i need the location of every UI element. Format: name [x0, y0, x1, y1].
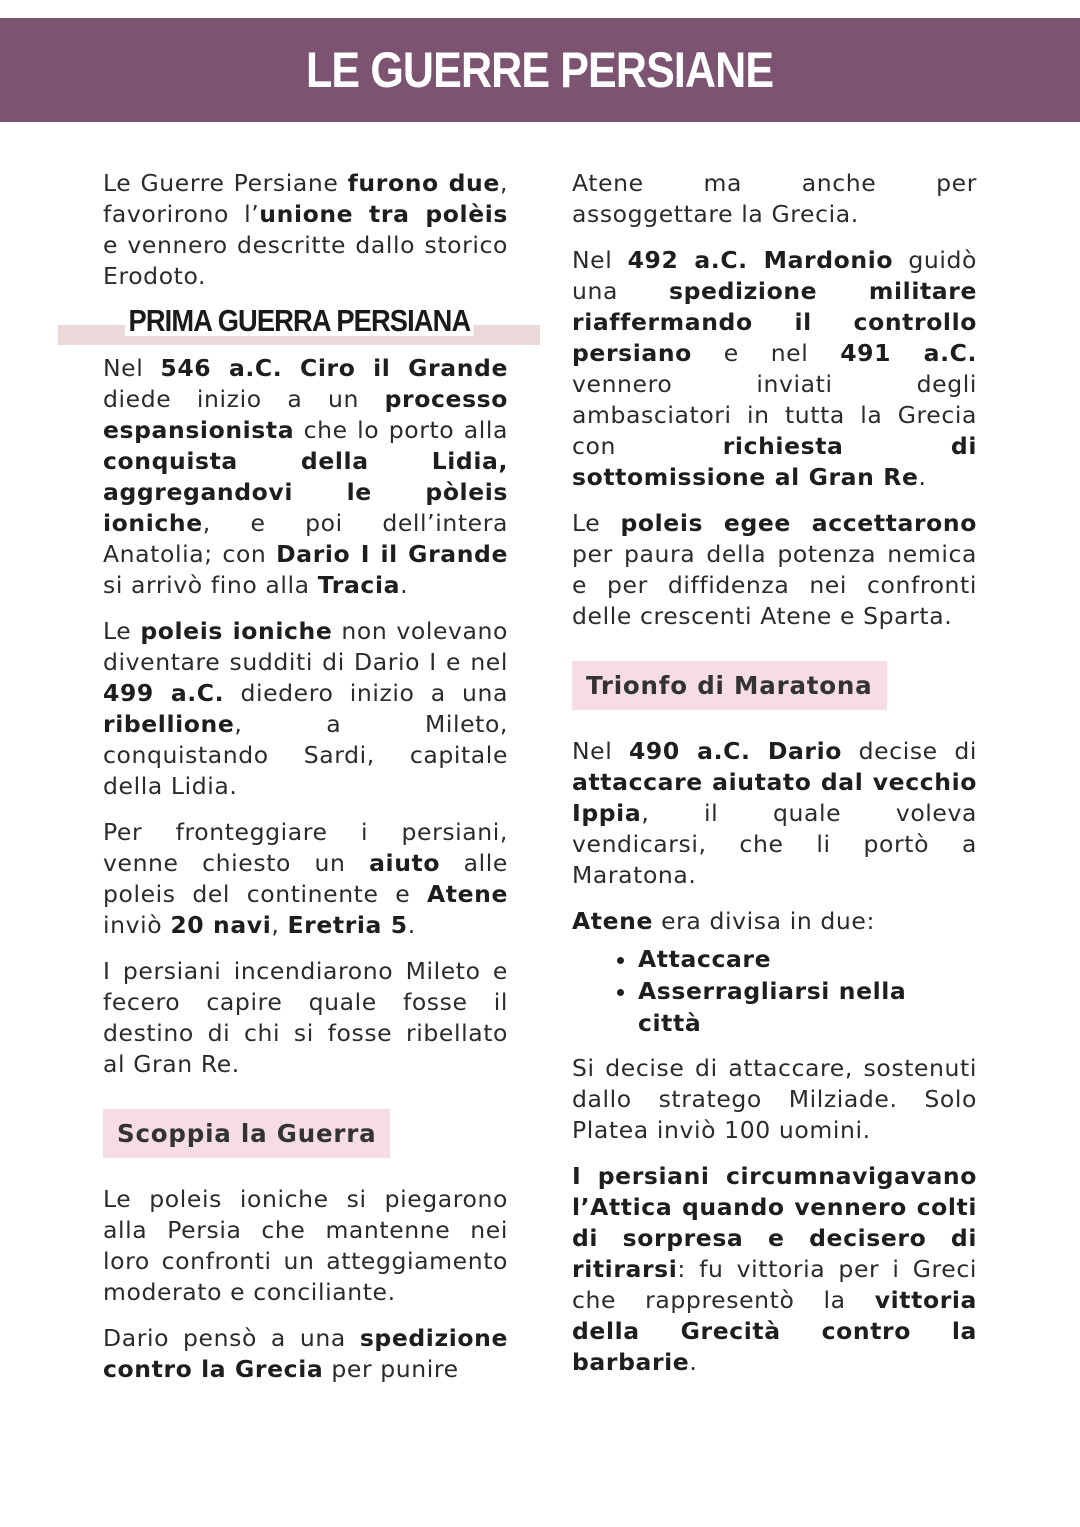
bold-text: aiuto	[369, 849, 441, 877]
text-run: , il quale voleva vendicarsi, che li portò a Maratona.	[572, 799, 977, 889]
text-run: Nel	[572, 737, 629, 765]
bold-text: 491 a.C.	[840, 339, 977, 367]
bold-text: furono due	[347, 169, 500, 197]
bold-text: 490 a.C. Dario	[628, 737, 842, 765]
text-run: si arrivò fino alla	[103, 571, 318, 599]
bold-text: 20 navi	[170, 911, 272, 939]
right-column	[572, 168, 977, 1393]
bold-text: processo espansionista	[103, 385, 508, 444]
bullet-list	[572, 943, 977, 1039]
text-run: Le	[572, 509, 621, 537]
intro-paragraph	[103, 168, 508, 292]
text-run: non volevano diventare sudditi di Dario I e nel	[103, 617, 508, 676]
bold-text: vittoria della Grecità contro la barbarie	[572, 1286, 977, 1376]
bullet-item: • Asserragliarsi nella città	[638, 975, 977, 1039]
bold-text: I persiani circumnavigavano l’Attica quando vennero colti di sorpresa e decisero di ritirarsi	[572, 1162, 977, 1283]
bold-text: 499 a.C.	[103, 679, 225, 707]
text-run: : fu vittoria per i Greci che rappresentò la	[572, 1255, 977, 1314]
paragraph-poleis-piegarono	[103, 1184, 508, 1308]
subheading-trionfo-di-maratona: Trionfo di Maratona	[572, 661, 887, 710]
text-run: era divisa in due:	[653, 907, 875, 935]
text-run: guidò una	[572, 246, 977, 305]
text-run: .	[918, 463, 927, 491]
text-run: Nel	[103, 354, 161, 382]
text-run: Si decise di attaccare, sostenuti dallo stratego Milziade. Solo Platea inviò 100 uomini.	[572, 1054, 977, 1144]
bold-text: spedizione militare riaffermando il controllo persiano	[572, 277, 977, 367]
subheading-scoppia-la-guerra: Scoppia la Guerra	[103, 1109, 390, 1158]
text-run: .	[400, 571, 409, 599]
text-run: Le poleis ioniche si piegarono alla Persia che mantenne nei loro confronti un atteggiamento moderato e conciliante.	[103, 1185, 508, 1306]
paragraph-continuation	[572, 168, 977, 230]
bold-text: Dario I il Grande	[276, 540, 509, 568]
text-run: Nel	[572, 246, 628, 274]
bullet-item: • Attaccare	[638, 943, 977, 975]
bold-text: Eretria 5	[287, 911, 408, 939]
text-run: ,	[271, 911, 288, 939]
bold-text: spedizione contro la Grecia	[103, 1324, 508, 1383]
paragraph-490	[572, 736, 977, 891]
text-run: I persiani incendiarono Mileto e fecero capire quale fosse il destino di chi si fosse ribellato al Gran Re.	[103, 957, 508, 1078]
text-run: Per fronteggiare i persiani, venne chiesto un	[103, 818, 508, 877]
bold-text: attaccare aiutato dal vecchio Ippia	[572, 768, 977, 827]
text-run: , favorirono l’	[103, 169, 509, 228]
bold-text: poleis egee accettarono	[620, 509, 977, 537]
text-run: che lo porto alla	[294, 416, 508, 444]
section-heading-text: PRIMA GUERRA PERSIANA	[125, 305, 474, 336]
paragraph-atene-divisa	[572, 906, 977, 937]
paragraph-aiuto	[103, 817, 508, 941]
text-run: Le	[103, 617, 141, 645]
text-run: decise di	[842, 737, 977, 765]
paragraph-spedizione	[103, 1323, 508, 1385]
text-run: alle poleis del continente e	[103, 849, 508, 908]
text-run: , e poi dell’intera Anatolia; con	[103, 509, 508, 568]
title-banner	[0, 18, 1080, 122]
text-run: diedero inizio a una	[224, 679, 508, 707]
paragraph-ribellione	[103, 616, 508, 802]
paragraph-vittoria	[572, 1161, 977, 1378]
paragraph-ciro	[103, 353, 508, 601]
text-run: Le Guerre Persiane	[103, 169, 348, 197]
bold-text: conquista della Lidia, aggregandovi le pòleis ioniche	[103, 447, 508, 537]
paragraph-poleis-egee	[572, 508, 977, 632]
text-run: Atene ma anche per assoggettare la Grecia.	[572, 169, 977, 228]
left-column	[103, 168, 508, 1385]
text-run: , a Mileto, conquistando Sardi, capitale della Lidia.	[103, 710, 508, 800]
text-run: e vennero descritte dallo storico Erodoto.	[103, 231, 508, 290]
bold-text: 546 a.C. Ciro il Grande	[160, 354, 508, 382]
bold-text: ribellione	[103, 710, 235, 738]
text-run: inviò	[103, 911, 171, 939]
bold-text: richiesta di sottomissione al Gran Re	[572, 432, 978, 491]
text-run: per punire	[323, 1355, 459, 1383]
text-run: per paura della potenza nemica e per diffidenza nei confronti delle crescenti Atene e Sparta.	[572, 540, 977, 630]
page-title: LE GUERRE PERSIANE	[306, 42, 774, 98]
paragraph-mardonio	[572, 245, 977, 493]
section-heading	[103, 303, 508, 347]
bold-text: poleis ioniche	[140, 617, 333, 645]
bold-text: Atene	[426, 880, 508, 908]
text-run: .	[407, 911, 416, 939]
bold-text: 492 a.C. Mardonio	[627, 246, 894, 274]
text-run: diede inizio a un	[103, 385, 385, 413]
text-run: .	[689, 1348, 698, 1376]
text-run: vennero inviati degli ambasciatori in tutta la Grecia con	[572, 370, 977, 460]
bold-text: unione tra polèis	[259, 200, 508, 228]
bold-text: Atene	[572, 907, 654, 935]
text-run: e nel	[691, 339, 841, 367]
paragraph-milziade	[572, 1053, 977, 1146]
paragraph-mileto	[103, 956, 508, 1080]
bold-text: Tracia	[317, 571, 401, 599]
text-run: Dario pensò a una	[103, 1324, 360, 1352]
